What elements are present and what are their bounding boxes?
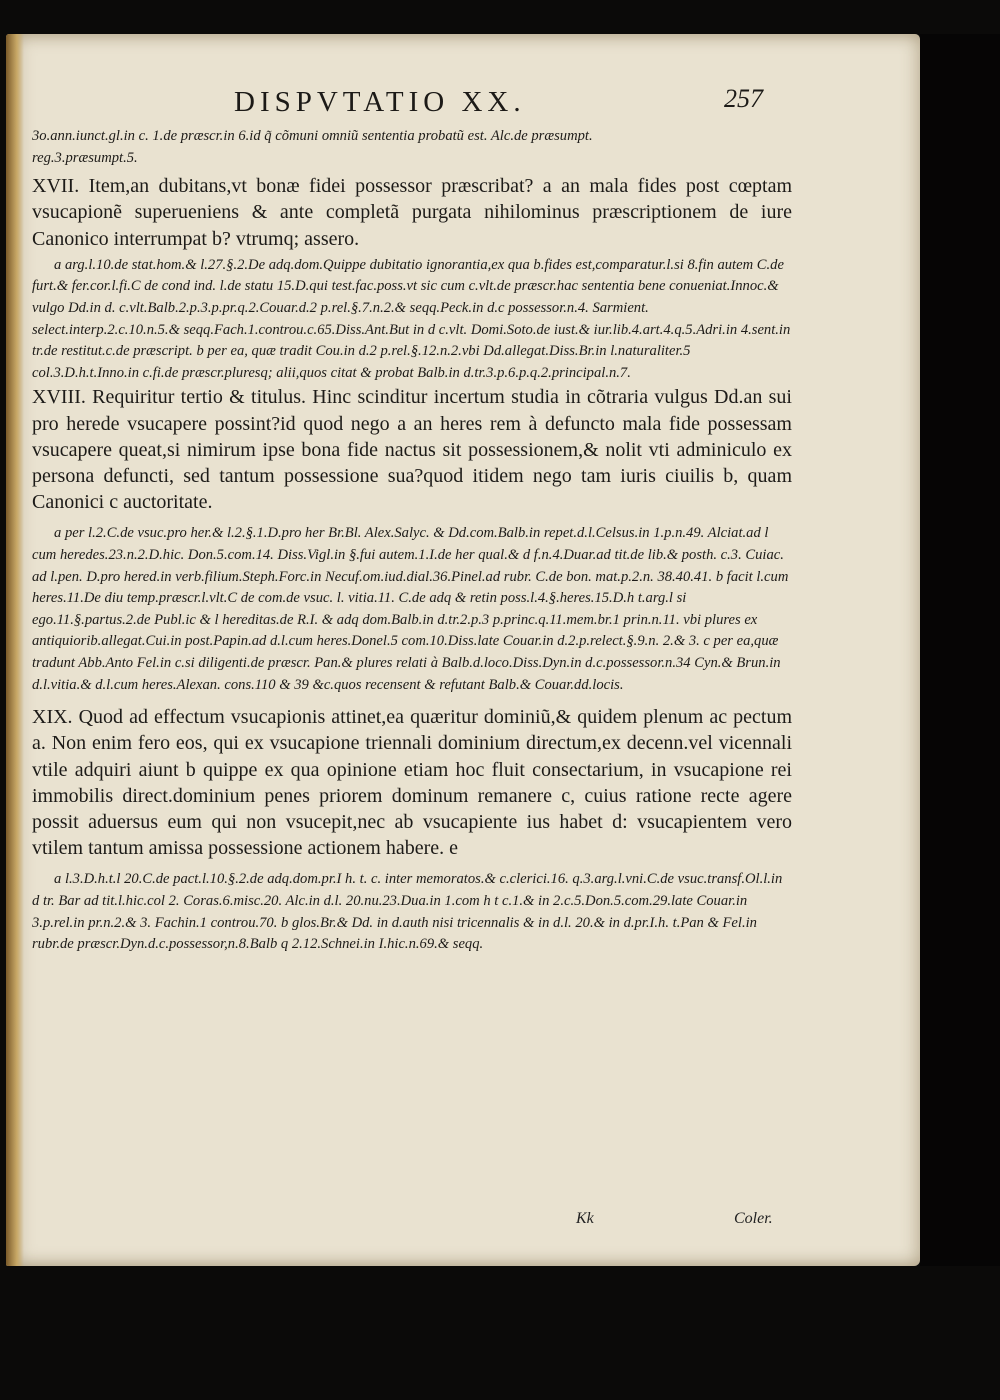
thesis-xvii: XVII. Item,an dubitans,vt bonæ fidei possessor præscribat? a an mala fides post cœptam vsucapionẽ superueniens & ante completã purgata nihilominus præscriptionem de iure Canonico interrumpat b? vtrumq; assero. [32, 175, 792, 250]
footnotes-xvii: a arg.l.10.de stat.hom.& l.27.§.2.De adq.dom.Quippe dubitatio ignorantia,ex qua b.fides est,comparatur.l.si 8.fin autem C.de furt.& fer.cor.l.fi.C de cond ind. l.de statu 15.D.qui test.fac.poss.vt sic cum c.vlt.de præscr.hac sententia bene conueniat.Innoc.& vulgo Dd.in d. c.vlt.Balb.2.p.3.p.pr.q.2.Couar.d.2 p.rel.§.7.n.2.& seqq.Peck.in d.c possessor.n.4. Sarmient. select.interp.2.c.10.n.5.& seqq.Fach.1.controu.c.65.Diss.Ant.But in d c.vlt. Domi.Soto.de iust.& iur.lib.4.art.4.q.5.Adri.in 4.sent.in tr.de restitut.c.de præscript. b per ea, quæ tradit Cou.in d.2 p.rel.§.12.n.2.vbi Dd.allegat.Diss.Br.in l.naturaliter.5 col.3.D.h.t.Inno.in c.fi.de præscr.pluresq; alii,quos citat & probat Balb.in d.tr.3.p.6.p.q.2.principal.n.7. [32, 256, 791, 381]
page-number: 257 [724, 84, 763, 113]
thesis-xviii: XVIII. Requiritur tertio & titulus. Hinc scinditur incertum studia in cõtraria vulgus Dd.an sui pro herede vsucapere possint?id quod nego a an heres rem à defuncto mala fide possessam vsucapere queat,si nimirum ipse bona fide nactus sit possessionem,& nolit vti adminiculo ex persona defuncti, sed tantum possessione sua?quod itidem nego tam iuris ciuilis b, quam Canonici c auctoritate. [32, 386, 792, 514]
footnote-line: 3o.ann.iunct.gl.in c. 1.de præscr.in 6.id q̃ cõmuni omniũ sententia probatũ est. Alc.de præsumpt. [32, 128, 593, 144]
footnote-line: reg.3.præsumpt.5. [32, 149, 138, 166]
page-gutter [6, 34, 24, 1266]
page-content [32, 126, 792, 956]
thesis-xix: XIX. Quod ad effectum vsucapionis attinet,ea quæritur dominiũ,& quidem plenum ac pectum a. Non enim fero eos, qui ex vsucapione triennali dominium directum,ex decenn.vel vicennali vtile adquiri aiunt b quippe ex qua opinione etiam hoc fluit consectarium, in vsucapione rei immobilis direct.dominium penes priorem dominum remanere c, cuius ratione recte agere possit aduersus eum qui non vsucepit,nec ab vsucapiente ius habet d: vsucapientem vero vtilem tantum amissa possessione actionem habere. e [32, 706, 792, 860]
signature-mark: Kk [576, 1210, 594, 1227]
dark-background [920, 34, 1000, 1266]
book-page [6, 34, 920, 1266]
catchword: Coler. [734, 1210, 773, 1227]
page-footer [6, 1210, 920, 1240]
footnotes-xviii: a per l.2.C.de vsuc.pro her.& l.2.§.1.D.pro her Br.Bl. Alex.Salyc. & Dd.com.Balb.in repet.d.l.Celsus.in 1.p.n.49. Alciat.ad l cum heredes.23.n.2.D.hic. Don.5.com.14. Diss.Vigl.in §.fui autem.1.I.de her qual.& d f.n.4.Duar.ad tit.de lib.& posth. c.3. Cuiac. ad l.pen. D.pro hered.in verb.filium.Steph.Forc.in Necuf.om.iud.dial.36.Pinel.ad rubr. C.de bon. mat.p.2.n. 38.40.41. b facit l.cum heres.11.De diu temp.præscr.l.vlt.C de com.de vsuc. l. vitia.11. C.de adq & retin poss.l.4.§.heres.15.D.h t.arg.l si ego.11.§.partus.2.de Publ.ic & l hereditas.de R.I. & adq dom.Balb.in d.tr.2.p.3 p.princ.q.11.mem.br.1 prin.n.11. vbi plures ex antiquiorib.allegat.Cui.in post.Papin.ad d.l.cum heres.Donel.5 com.10.Diss.late Couar.in d.2.p.relect.§.9.n. 2.& 3. c per ea,quæ tradunt Abb.Anto Fel.in c.si diligenti.de præscr. Pan.& plures relati à Balb.d.loco.Diss.Dyn.in d.c.possessor.n.34 Cyn.& Brun.in d.l.vitia.& d.l.cum heres.Alexan. cons.110 & 39 &c.quos recensent & refutant Balb.& Couar.dd.locis. [32, 525, 789, 693]
footnotes-xix: a l.3.D.h.t.l 20.C.de pact.l.10.§.2.de adq.dom.pr.I h. t. c. inter memoratos.& c.clerici.16. q.3.arg.l.vni.C.de vsuc.transf.Ol.l.in d tr. Bar ad tit.l.hic.col 2. Coras.6.misc.20. Alc.in d.l. 20.nu.23.Dua.in 1.com h t c.1.& in 2.c.5.Don.5.com.29.late Couar.in 3.p.rel.in pr.n.2.& 3. Fachin.1 controu.70. b glos.Br.& Dd. in d.auth nisi tricennalis & in d.l. 20.& in d.pr.I.h. t.Pan & Fel.in rubr.de præscr.Dyn.d.c.possessor,n.8.Balb q 2.12.Schnei.in I.hic.n.69.& seqq. [32, 871, 783, 953]
running-head [6, 86, 920, 126]
running-title: DISPVTATIO XX. [234, 86, 526, 118]
